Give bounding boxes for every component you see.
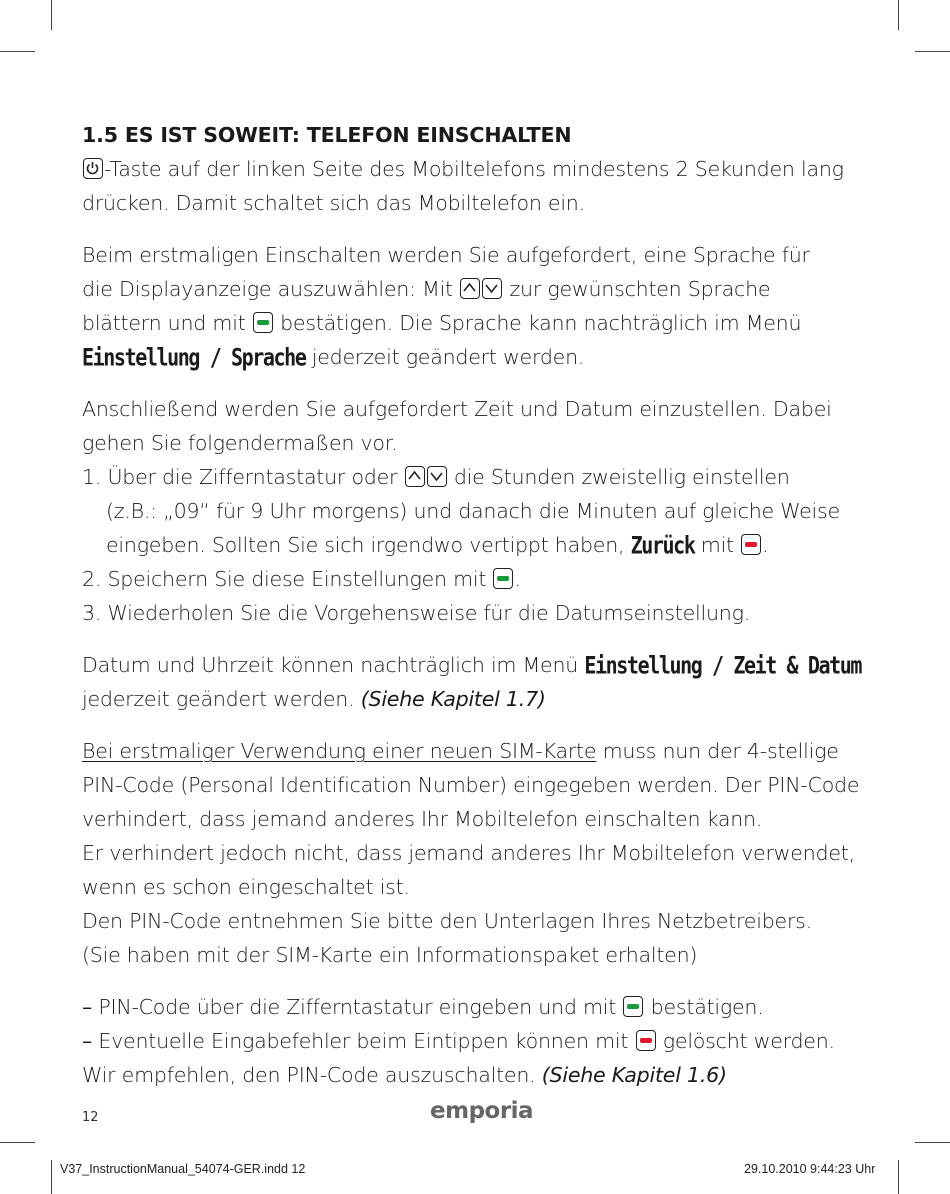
crop-mark — [915, 51, 950, 52]
crop-mark — [0, 1142, 35, 1143]
paragraph-power-on: -Taste auf der linken Seite des Mobiltelefons mindestens 2 Sekunden lang drücken. Damit schaltet sich das Mobiltelefon ein. — [82, 157, 844, 215]
print-slug-date: 29.10.2010 9:44:23 Uhr — [744, 1162, 876, 1176]
step-1: 1. Über die Zifferntastatur oder — [82, 465, 404, 489]
paragraph-pin: Bei erstmaliger Verwendung einer neuen SIM-Karte muss nun der 4-stellige PIN-Code (Personal Identification Number) eingegeben werden. Der PIN-Code verhindert, dass jemand anderes Ihr Mobiltelefon einschalten kann. Er verhindert jedoch nicht, dass jemand anderes Ihr Mobiltelefon verwendet, wenn es schon eingeschaltet ist. Den PIN-Code entnehmen Sie bitte den Unterlagen Ihres Netzbetreibers. (Sie haben mit der SIM-Karte ein Informationspaket erhalten) — [82, 739, 860, 967]
arrow-up-key-icon — [460, 278, 480, 299]
arrow-down-key-icon — [482, 278, 502, 299]
green-call-key-icon — [493, 568, 513, 589]
brand-logo: emporia — [430, 1098, 534, 1124]
menu-term-back: Zurück — [630, 530, 695, 560]
arrow-up-key-icon — [405, 466, 425, 487]
crop-mark — [915, 1142, 950, 1143]
green-call-key-icon — [253, 312, 273, 333]
menu-path-language: Einstellung / Sprache — [82, 342, 306, 372]
section-heading: 1.5 ES IST SOWEIT: TELEFON EINSCHALTEN — [82, 123, 572, 147]
arrow-down-key-icon — [427, 466, 447, 487]
underlined-text: Bei erstmaliger Verwendung einer neuen SIM-Karte — [82, 739, 597, 763]
paragraph-change-time: Datum und Uhrzeit können nachträglich im Menü Einstellung / Zeit & Datum jederzeit geändert werden. (Siehe Kapitel 1.7) — [82, 648, 872, 716]
crop-mark — [898, 1160, 899, 1194]
crop-mark — [51, 0, 52, 30]
crop-mark — [898, 0, 899, 30]
page-number: 12 — [82, 1110, 99, 1125]
crop-mark — [0, 51, 35, 52]
power-icon — [83, 158, 103, 179]
print-slug-file: V37_InstructionManual_54074-GER.indd 12 — [60, 1162, 306, 1176]
green-call-key-icon — [623, 996, 643, 1017]
step-2: 2. Speichern Sie diese Einstellungen mit — [82, 567, 493, 591]
bullet-dash: – — [82, 1029, 93, 1053]
chapter-reference: (Siehe Kapitel 1.7) — [360, 687, 546, 711]
chapter-reference: (Siehe Kapitel 1.6) — [541, 1063, 727, 1087]
page-content — [82, 118, 872, 1092]
paragraph-pin-entry: – PIN-Code über die Zifferntastatur eingeben und mit bestätigen. – Eventuelle Eingabefehler beim Eintippen können mit gelöscht werden. Wir empfehlen, den PIN-Code auszuschalten. (Siehe Kapitel 1.6) — [82, 995, 835, 1087]
red-end-key-icon — [741, 534, 761, 555]
crop-mark — [51, 1160, 52, 1194]
bullet-dash: – — [82, 995, 93, 1019]
red-end-key-icon — [636, 1030, 656, 1051]
paragraph-language: Beim erstmaligen Einschalten werden Sie aufgefordert, eine Sprache für die Displayanzeige auszuwählen: Mit zur gewünschten Sprache blättern und mit bestätigen. Die Sprache kann nachträglich im Menü Einstellung / Sprache jederzeit geändert werden. — [82, 238, 872, 374]
menu-path-time-date: Einstellung / Zeit & Datum — [584, 650, 862, 680]
paragraph-time-date: Anschließend werden Sie aufgefordert Zeit und Datum einzustellen. Dabei gehen Sie folgendermaßen vor. 1. Über die Zifferntastatur oder die Stunden zweistellig einstellen (z.B.: „09“ für 9 Uhr morgens) und danach die Minuten auf gleiche Weise eingeben. Sollten Sie sich irgendwo vertippt haben, Zurück mit . 2. Speichern Sie diese Einstellungen mit . 3. Wiederholen Sie die Vorgehensweise für die Datumseinstellung. — [82, 397, 840, 625]
step-3: 3. Wiederholen Sie die Vorgehensweise für die Datumseinstellung. — [82, 601, 750, 625]
